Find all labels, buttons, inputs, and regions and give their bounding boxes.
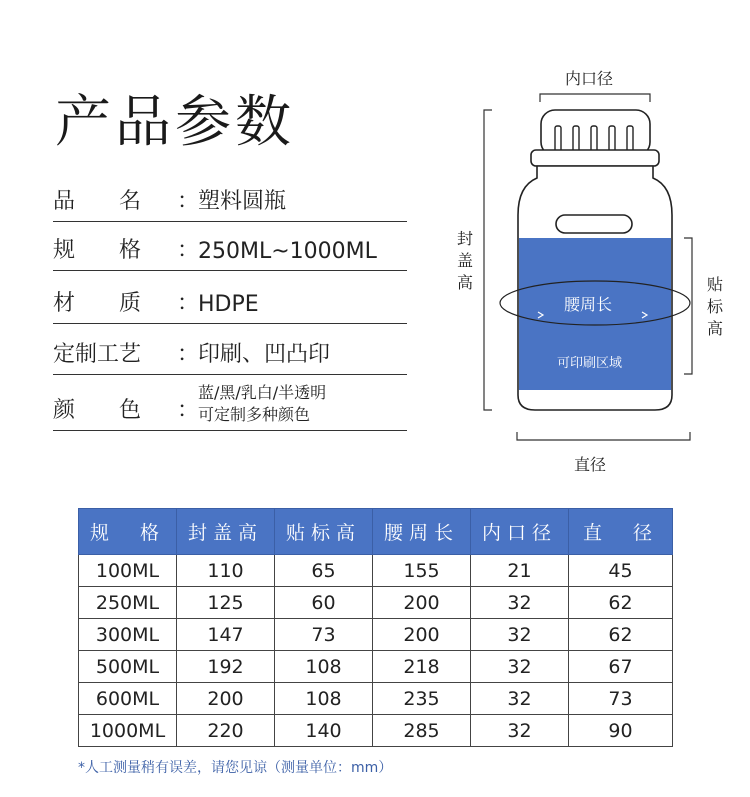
table-cell: 32 bbox=[471, 683, 569, 715]
spec-label: 材 质 bbox=[53, 291, 142, 316]
spec-colon: ： bbox=[177, 291, 200, 316]
label-height-char: 标 bbox=[706, 297, 723, 316]
spec-value bbox=[198, 382, 326, 426]
measurement-note: *人工测量稍有误差，请您见谅（测量单位：mm） bbox=[78, 760, 393, 776]
table-cell: 32 bbox=[471, 587, 569, 619]
col-header: 腰周长 bbox=[373, 509, 471, 555]
spec-value: 塑料圆瓶 bbox=[198, 189, 287, 214]
table-cell: 62 bbox=[569, 619, 673, 651]
table-cell: 108 bbox=[275, 651, 373, 683]
table-cell: 60 bbox=[275, 587, 373, 619]
bottle-diagram bbox=[440, 60, 740, 480]
spec-colon: ： bbox=[177, 238, 200, 263]
spec-colon: ： bbox=[177, 342, 200, 367]
table-header-row bbox=[79, 509, 673, 555]
cap-height-char: 盖 bbox=[456, 251, 473, 270]
table-row bbox=[79, 555, 673, 587]
spec-label: 颜 色 bbox=[53, 398, 142, 423]
table-cell: 155 bbox=[373, 555, 471, 587]
spec-row-material bbox=[53, 272, 407, 324]
label-height-char: 高 bbox=[706, 319, 723, 338]
page-title: 产品参数 bbox=[55, 90, 295, 155]
table-cell: 65 bbox=[275, 555, 373, 587]
table-row bbox=[79, 715, 673, 747]
spec-value: 印刷、凹凸印 bbox=[198, 342, 331, 367]
table-cell: 90 bbox=[569, 715, 673, 747]
col-header: 直 径 bbox=[569, 509, 673, 555]
label-height-char: 贴 bbox=[706, 275, 723, 294]
table-cell: 200 bbox=[373, 619, 471, 651]
table-cell: 285 bbox=[373, 715, 471, 747]
spec-label: 规 格 bbox=[53, 238, 142, 263]
table-cell: 200 bbox=[373, 587, 471, 619]
table-cell: 500ML bbox=[79, 651, 177, 683]
table-cell: 21 bbox=[471, 555, 569, 587]
cap-height-char: 高 bbox=[456, 273, 473, 292]
bottle-drawing bbox=[440, 60, 740, 480]
spec-value: HDPE bbox=[198, 292, 259, 317]
print-area-label: 可印刷区域 bbox=[557, 356, 623, 371]
waist-label: 腰周长 bbox=[564, 295, 613, 314]
table-row bbox=[79, 651, 673, 683]
table-cell: 110 bbox=[177, 555, 275, 587]
table-cell: 235 bbox=[373, 683, 471, 715]
table-row bbox=[79, 619, 673, 651]
table-cell: 218 bbox=[373, 651, 471, 683]
color-options: 蓝/黑/乳白/半透明 bbox=[198, 383, 327, 402]
table-cell: 140 bbox=[275, 715, 373, 747]
table-row bbox=[79, 683, 673, 715]
spec-row-name bbox=[53, 170, 407, 222]
spec-row-process bbox=[53, 323, 407, 375]
table-cell: 100ML bbox=[79, 555, 177, 587]
table-cell: 108 bbox=[275, 683, 373, 715]
table-cell: 300ML bbox=[79, 619, 177, 651]
table-cell: 147 bbox=[177, 619, 275, 651]
spec-table bbox=[78, 508, 673, 747]
table-cell: 1000ML bbox=[79, 715, 177, 747]
col-header: 贴标高 bbox=[275, 509, 373, 555]
col-header: 规 格 bbox=[79, 509, 177, 555]
table-cell: 32 bbox=[471, 651, 569, 683]
table-cell: 192 bbox=[177, 651, 275, 683]
spec-row-size bbox=[53, 219, 407, 271]
col-header: 封盖高 bbox=[177, 509, 275, 555]
spec-value: 250ML~1000ML bbox=[198, 239, 377, 264]
diameter-label: 直径 bbox=[574, 455, 607, 474]
table-cell: 220 bbox=[177, 715, 275, 747]
label-height-label bbox=[706, 274, 724, 340]
spec-row-color bbox=[53, 379, 407, 431]
table-cell: 600ML bbox=[79, 683, 177, 715]
cap-height-label bbox=[456, 228, 474, 294]
spec-colon: ： bbox=[177, 398, 200, 423]
table-cell: 125 bbox=[177, 587, 275, 619]
table-cell: 250ML bbox=[79, 587, 177, 619]
spec-label: 定制工艺 bbox=[53, 342, 142, 367]
col-header: 内口径 bbox=[471, 509, 569, 555]
table-cell: 32 bbox=[471, 619, 569, 651]
table-cell: 45 bbox=[569, 555, 673, 587]
table-cell: 200 bbox=[177, 683, 275, 715]
spec-label: 品 名 bbox=[53, 189, 142, 214]
spec-colon: ： bbox=[177, 189, 200, 214]
table-row bbox=[79, 587, 673, 619]
color-custom: 可定制多种颜色 bbox=[198, 405, 311, 424]
inner-diameter-label: 内口径 bbox=[565, 69, 614, 88]
table-cell: 62 bbox=[569, 587, 673, 619]
cap-height-char: 封 bbox=[456, 229, 473, 248]
table-cell: 73 bbox=[569, 683, 673, 715]
table-cell: 73 bbox=[275, 619, 373, 651]
table-cell: 32 bbox=[471, 715, 569, 747]
table-cell: 67 bbox=[569, 651, 673, 683]
